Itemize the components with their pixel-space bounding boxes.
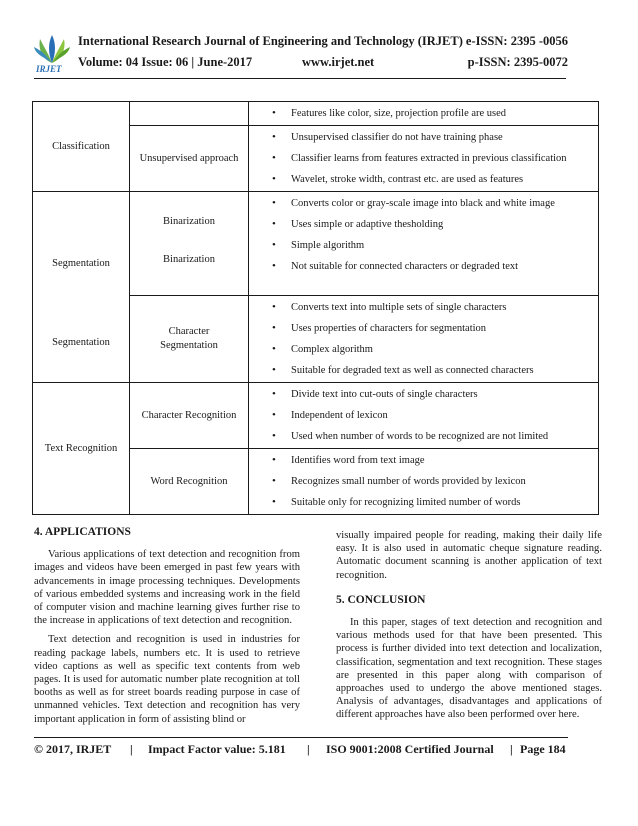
list-item: • Independent of lexicon (261, 405, 598, 426)
p-issn: p-ISSN: 2395-0072 (467, 55, 568, 69)
section-heading-conclusion: 5. CONCLUSION (336, 593, 426, 606)
list-item: • Simple algorithm (261, 235, 598, 256)
e-issn: e-ISSN: 2395 -0056 (465, 34, 568, 48)
table-cell-category (33, 102, 130, 192)
journal-title: International Research Journal of Engineering and Technology (IRJET) (78, 34, 463, 48)
list-item: • Wavelet, stroke width, contrast etc. are used as features (261, 169, 598, 190)
table-cell-points (249, 449, 599, 515)
table-cell-method (130, 192, 249, 296)
table-cell-method (130, 296, 249, 383)
table-cell-points (249, 383, 599, 449)
list-item: • Converts text into multiple sets of single characters (261, 297, 598, 318)
footer-separator: | (130, 742, 133, 756)
left-column (34, 526, 300, 732)
table-cell-points (249, 192, 599, 296)
category-label: Segmentation (52, 337, 110, 348)
section-heading-applications: 4. APPLICATIONS (34, 526, 131, 538)
method-label: Character (168, 326, 210, 337)
table-row (33, 102, 599, 126)
list-item: • Converts color or gray-scale image into black and white image (261, 193, 598, 214)
footer-separator: | (307, 742, 310, 756)
list-item: • Uses simple or adaptive thesholding (261, 214, 598, 235)
method-label: Binarization (163, 216, 215, 227)
footer-iso: ISO 9001:2008 Certified Journal (326, 742, 494, 756)
list-item: • Suitable only for recognizing limited number of words (261, 492, 598, 513)
table-cell-points (249, 296, 599, 383)
method-label: Unsupervised approach (139, 153, 239, 164)
table-cell-points (249, 126, 599, 192)
header-divider (34, 78, 566, 79)
paragraph-continuation: visually impaired people for reading, making their daily life easy. It is also used in automatic cheque signature reading. Automatic document scanning is another application of text recognition. (336, 530, 602, 581)
table-cell-category (33, 383, 130, 515)
list-item: • Not suitable for connected characters or degraded text (261, 256, 598, 277)
list-item: • Recognizes small number of words provided by lexicon (261, 471, 598, 492)
method-label: Binarization (163, 254, 215, 265)
footer-separator: | (510, 742, 513, 756)
list-item: • Classifier learns from features extracted in previous classification (261, 148, 598, 169)
table-cell-method (130, 102, 249, 126)
journal-website-link[interactable]: www.irjet.net (302, 55, 375, 69)
method-label: Character Recognition (141, 410, 237, 421)
list-item: • Unsupervised classifier do not have training phase (261, 127, 598, 148)
category-label: Text Recognition (44, 443, 118, 454)
footer-divider (34, 737, 568, 738)
table-cell-method (130, 383, 249, 449)
list-item: • Uses properties of characters for segmentation (261, 318, 598, 339)
list-item: • Complex algorithm (261, 339, 598, 360)
table-row (33, 192, 599, 296)
paragraph: Various applications of text detection and recognition from images and videos have been emerged in past few years with advancements in image processing techniques. Developments of various embedded systems and increasing work in the field of computer vision and machine learning gives further rise to the increase in applications of text detection and recognition. (34, 549, 300, 627)
category-label: Segmentation (52, 258, 110, 269)
logo-wordmark: IRJET (36, 64, 62, 74)
paragraph: Text detection and recognition is used in industries for reading package labels, numbers etc. It is used to retrieve video captions as well as specific text contents from web pages. It is used for automatic number plate recognition at toll booths as well as for street boards reading purpose in case of unmanned vehicles. Text detection and recognition has very important application in form of assisting blind or (34, 634, 300, 725)
table-cell-method (130, 449, 249, 515)
right-column (336, 529, 602, 728)
table-cell-method (130, 126, 249, 192)
method-label: Word Recognition (150, 476, 228, 487)
list-item: • Divide text into cut-outs of single characters (261, 384, 598, 405)
paragraph: In this paper, stages of text detection and recognition and various methods used for that have been presented. This process is further divided into text detection and localization, classification, segmentation and text recognition. These stages are presented in this paper along with comparison of approaches used to undergo the above mentioned stages. Analysis of advantages, disadvantages and applications of different approaches have also been performed over here. (336, 617, 602, 721)
list-item: • Identifies word from text image (261, 450, 598, 471)
list-item: • Used when number of words to be recognized are not limited (261, 426, 598, 447)
list-item: • Features like color, size, projection profile are used (261, 103, 598, 124)
category-label: Classification (52, 141, 110, 152)
list-item: • Suitable for degraded text as well as connected characters (261, 360, 598, 381)
table-cell-category (33, 192, 130, 383)
footer-impact-factor: Impact Factor value: 5.181 (148, 742, 286, 756)
method-label: Segmentation (160, 340, 218, 351)
comparison-table (32, 101, 599, 515)
volume-issue: Volume: 04 Issue: 06 | June-2017 (78, 55, 253, 69)
footer-copyright: © 2017, IRJET (34, 742, 112, 756)
table-row (33, 383, 599, 449)
table-cell-points (249, 102, 599, 126)
footer-page-number: Page 184 (520, 742, 566, 756)
